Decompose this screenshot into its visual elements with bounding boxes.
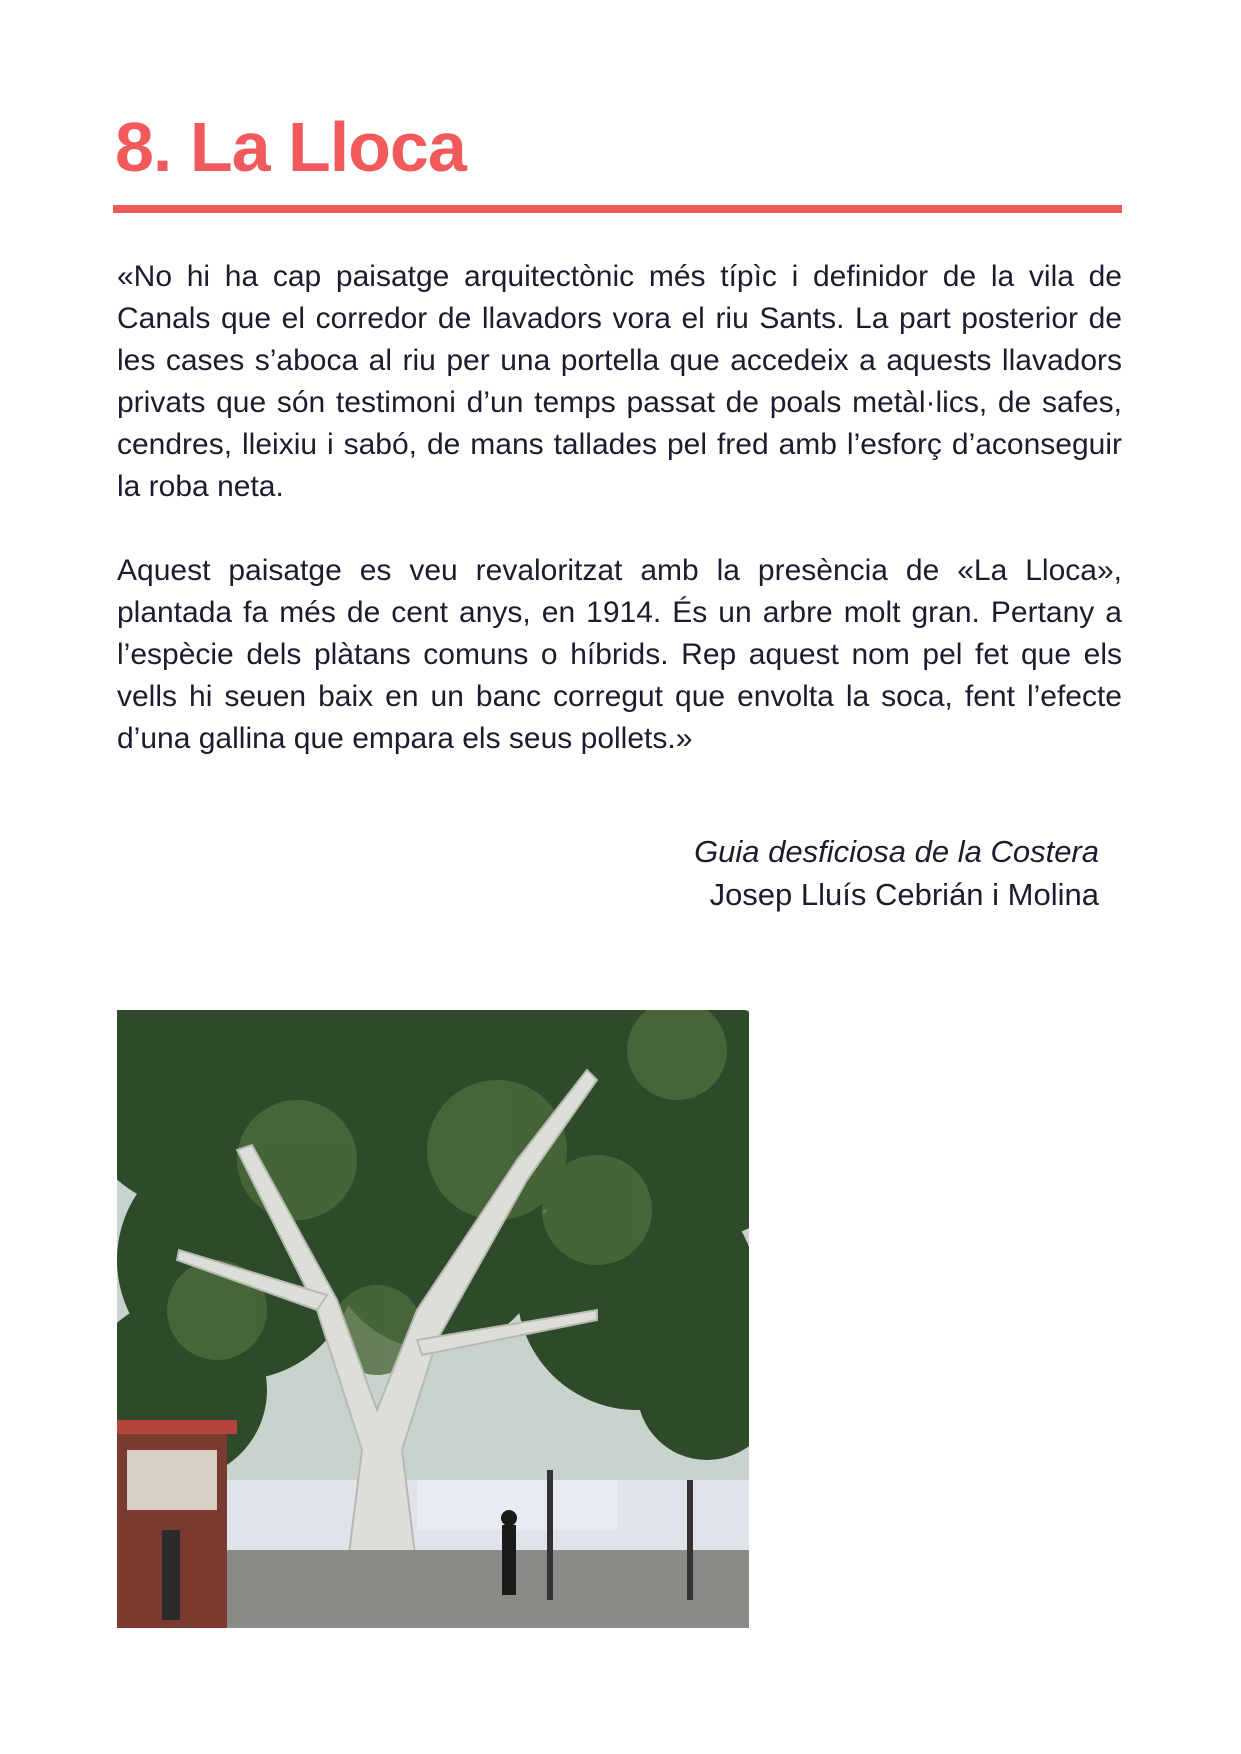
paragraph: Aquest paisatge es veu revaloritzat amb la presència de «La Lloca», plantada fa més de cent anys, en 1914. És un arbre molt gran. Pertany a l’espècie dels plàtans comuns o híbrids. Rep aquest nom pel fet que els vells hi seuen baix en un banc corregut que envolta la soca, fent l’efecte d’una gallina que empara els seus pollets.»	[117, 554, 1122, 755]
citation	[694, 830, 1099, 916]
tree-photo	[117, 1010, 749, 1628]
paragraph: «No hi ha cap paisatge arquitectònic més típìc i definidor de la vila de Canals que el corredor de llavadors vora el riu Sants. La part posterior de les cases s’aboca al riu per una portella que accedeix a aquests llavadors privats que són testimoni d’un temps passat de poals metàl·lics, de safes, cendres, lleixiu i sabó, de mans tallades pel fred amb l’esforç d’aconseguir la roba neta.	[117, 260, 1122, 503]
title-divider	[113, 205, 1122, 213]
citation-book: Guia desficiosa de la Costera	[694, 834, 1099, 869]
page-title: 8. La Lloca	[115, 108, 466, 186]
plane-tree-image	[117, 1010, 749, 1628]
citation-author: Josep Lluís Cebrián i Molina	[709, 877, 1099, 912]
quote-body	[117, 256, 1122, 802]
